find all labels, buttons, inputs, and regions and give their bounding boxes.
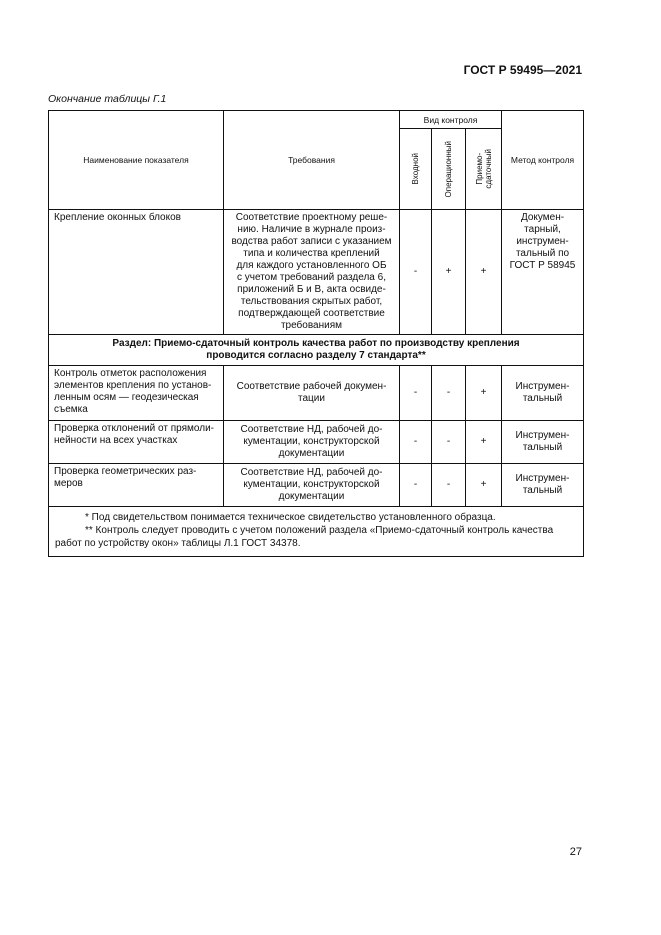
table-caption: Окончание таблицы Г.1 — [48, 93, 167, 105]
header-requirements: Требования — [224, 111, 400, 210]
note-2: ** Контроль следует проводить с учетом положений раздела «Приемо-сдаточный контроль качества работ по устройству окон» таблицы Л.1 ГОСТ 34378. — [55, 525, 554, 549]
cell-incoming: - — [400, 464, 432, 507]
header-acceptance: Приемо- сдаточный — [474, 149, 493, 189]
cell-requirements: Соответствие проектному реше- нию. Наличие в журнале произ- водства работ записи с указанием типа и количества креплений для каждого установленного ОБ с учетом требований раздела 6, приложений Б и В, акта освиде- тельствования скрытых работ, подтверждающей соответствие требованиям — [224, 210, 400, 335]
header-incoming-cell — [400, 129, 432, 210]
header-incoming: Входной — [411, 153, 420, 185]
cell-name: Проверка геометрических раз- меров — [49, 464, 224, 507]
header-name: Наименование показателя — [49, 111, 224, 210]
cell-requirements: Соответствие НД, рабочей до- кументации, конструкторской документации — [224, 464, 400, 507]
cell-requirements: Соответствие рабочей докумен- тации — [224, 366, 400, 421]
table-notes — [49, 507, 584, 557]
header-acceptance-cell — [466, 129, 502, 210]
cell-name: Крепление оконных блоков — [49, 210, 224, 335]
cell-incoming: - — [400, 421, 432, 464]
cell-name: Проверка отклонений от прямоли- нейности на всех участках — [49, 421, 224, 464]
notes-row — [49, 507, 584, 557]
cell-acceptance: + — [466, 464, 502, 507]
cell-method: Докумен- тарный, инструмен- тальный по ГОСТ Р 58945 — [502, 210, 584, 335]
cell-name: Контроль отметок расположения элементов крепления по установ- ленным осям — геодезическая съемка — [49, 366, 224, 421]
cell-incoming: - — [400, 366, 432, 421]
section-title: Раздел: Приемо-сдаточный контроль качества работ по производству крепления проводится согласно разделу 7 стандарта** — [49, 335, 584, 366]
table-row — [49, 210, 584, 335]
cell-method: Инструмен- тальный — [502, 464, 584, 507]
cell-requirements: Соответствие НД, рабочей до- кументации, конструкторской документации — [224, 421, 400, 464]
cell-operational: - — [432, 421, 466, 464]
cell-acceptance: + — [466, 210, 502, 335]
table-row — [49, 421, 584, 464]
table-row — [49, 366, 584, 421]
header-control-type: Вид контроля — [400, 111, 502, 129]
cell-method: Инструмен- тальный — [502, 366, 584, 421]
header-row — [49, 111, 584, 129]
header-operational-cell — [432, 129, 466, 210]
cell-operational: + — [432, 210, 466, 335]
header-method: Метод контроля — [502, 111, 584, 210]
cell-method: Инструмен- тальный — [502, 421, 584, 464]
standard-code: ГОСТ Р 59495—2021 — [463, 63, 582, 77]
cell-operational: - — [432, 366, 466, 421]
cell-operational: - — [432, 464, 466, 507]
page-number: 27 — [569, 846, 582, 858]
cell-acceptance: + — [466, 366, 502, 421]
note-1: * Под свидетельством понимается техническое свидетельство установленного образца. — [85, 512, 496, 523]
section-row — [49, 335, 584, 366]
cell-incoming: - — [400, 210, 432, 335]
table-row — [49, 464, 584, 507]
control-table — [48, 110, 584, 557]
cell-acceptance: + — [466, 421, 502, 464]
header-operational: Операционный — [444, 140, 453, 198]
